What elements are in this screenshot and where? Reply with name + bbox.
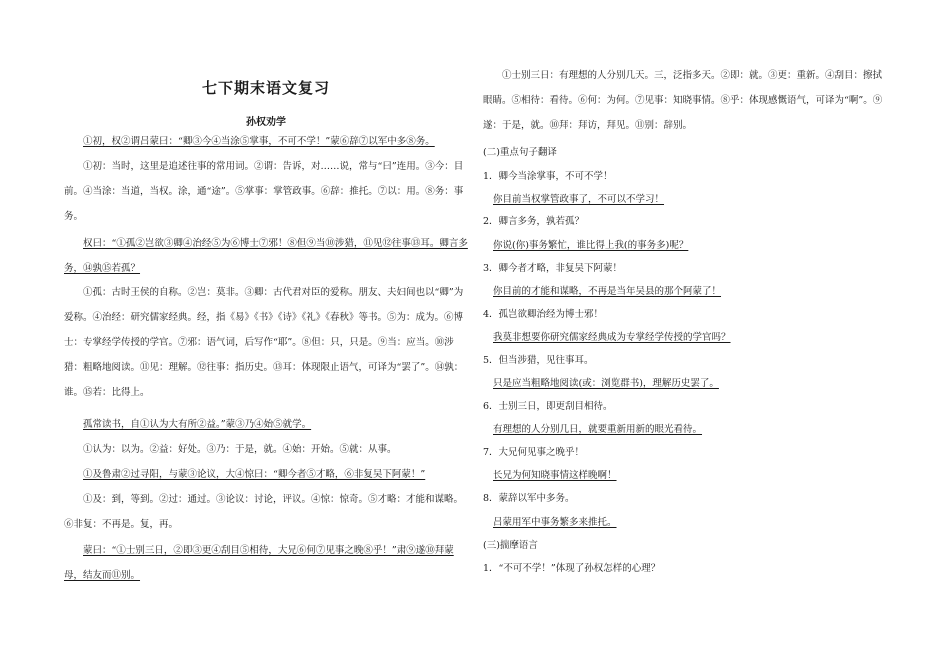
annotation-paragraph-5: ①士别三日：有理想的人分别几天。三，泛指多天。②即：就。③更：重新。④刮目：擦拭眼睛。⑤相待：看待。⑥何：为何。⑦见事：知晓事情。⑧乎：体现感慨语气，可译为“啊”。⑨遂：于是，就。⑩拜：拜访，拜见。⑪别：辞别。 <box>483 70 883 131</box>
question-8: 8．蒙辞以军中多务。 <box>483 493 575 504</box>
answer-text: 有理想的人分别几日，就要重新用新的眼光看待。 <box>493 424 703 435</box>
question-7: 7．大兄何见事之晚乎！ <box>483 447 585 458</box>
passage-paragraph-5 <box>64 538 468 588</box>
question-5: 5．但当涉猎，见往事耳。 <box>483 355 594 366</box>
question-2: 2．卿言多务，孰若孤？ <box>483 216 585 227</box>
annotation-paragraph-4: ①及：到，等到。②过：通过。③论议：讨论，评议。④惊：惊奇。⑤才略：才能和谋略。⑥非复：不再是。复，再。 <box>64 494 464 530</box>
answer-text: 你目前当权掌管政事了，不可以不学习！ <box>493 194 665 205</box>
answer-5 <box>483 377 897 391</box>
section-title: 孙权劝学 <box>246 117 286 128</box>
answer-7 <box>483 469 897 483</box>
question-4: 4．孤岂欲卿治经为博士邪！ <box>483 309 604 320</box>
passage-text: 蒙曰：“①士别三日，②即③更④刮目⑤相待，大兄⑥何⑦见事之晚⑧乎！”肃⑨遂⑩拜蒙母，结友而⑪别。 <box>64 545 454 581</box>
answer-text: 你目前的才能和谋略，不再是当年吴县的那个阿蒙了！ <box>493 286 722 297</box>
passage-text: ①及鲁肃②过寻阳，与蒙③论议，大④惊曰：“卿今者⑤才略，⑥非复吴下阿蒙！” <box>83 469 426 480</box>
answer-text: 长兄为何知晓事情这样晚啊！ <box>493 470 617 481</box>
answer-text: 你说(你)事务繁忙，谁比得上我(的事务多)呢？ <box>493 240 689 251</box>
answer-text: 吕蒙用军中事务繁多来推托。 <box>493 517 617 528</box>
passage-paragraph-4 <box>64 462 468 487</box>
answer-text: 只是应当粗略地阅读(或：浏览群书)，理解历史罢了。 <box>493 378 719 389</box>
question-1: 1．卿今当涂掌事，不可不学！ <box>483 171 613 182</box>
page-title: 七下期末语文复习 <box>201 79 330 97</box>
answer-6 <box>483 423 897 437</box>
answer-8 <box>483 516 897 530</box>
question-6: 6．士别三日，即更刮目相待。 <box>483 401 613 412</box>
passage-text: 权曰：“①孤②岂欲③卿④治经⑤为⑥博士⑦邪！⑧但⑨当⑩涉猎，⑪见⑫往事⑬耳。卿言多务，⑭孰⑮若孤？ <box>64 238 468 274</box>
passage-text: 孤常读书，自①认为大有所②益。”蒙③乃④始⑤就学。 <box>83 419 312 430</box>
answer-4 <box>483 331 897 345</box>
answer-1 <box>483 193 897 207</box>
annotation-paragraph-2: ①孤：古时王侯的自称。②岂：莫非。③卿：古代君对臣的爱称。朋友、夫妇间也以“卿”为爱称。④治经：研究儒家经典。经，指《易》《书》《诗》《礼》《春秋》等书。⑤为：成为。⑥博士：专掌经学传授的学官。⑦邪：语气词，后写作“耶”。⑧但：只，只是。⑨当：应当。⑩涉猎：粗略地阅读。⑪见：理解。⑫往事：指历史。⑬耳：体现限止语气，可译为“罢了”。⑭孰：谁。⑮若：比得上。 <box>64 287 464 398</box>
answer-3 <box>483 285 897 299</box>
passage-paragraph-3 <box>64 412 468 437</box>
answer-text: 我莫非想要你研究儒家经典成为专掌经学传授的学官吗？ <box>493 332 731 343</box>
section-heading-language: (三)揣摩语言 <box>483 540 538 551</box>
question-3: 3．卿今者才略，非复吴下阿蒙！ <box>483 263 623 274</box>
passage-paragraph-1 <box>64 129 468 154</box>
annotation-paragraph-1: ①初：当时，这里是追述往事的常用词。②谓：告诉，对……说，常与“曰”连用。③今：目前。④当涂：当道，当权。涂，通“途”。⑤掌事：掌管政事。⑥辞：推托。⑦以：用。⑧务：事务。 <box>64 161 464 222</box>
passage-paragraph-2 <box>64 231 468 281</box>
section-heading-translation: (二)重点句子翻译 <box>483 147 557 158</box>
answer-2 <box>483 239 897 253</box>
annotation-paragraph-3: ①认为：以为。②益：好处。③乃：于是，就。④始：开始。⑤就：从事。 <box>83 444 397 455</box>
question-final: 1．“不可不学！”体现了孙权怎样的心理？ <box>483 563 661 574</box>
passage-text: ①初，权②谓吕蒙曰：“卿③今④当涂⑤掌事，不可不学！”蒙⑥辞⑦以军中多⑧务。 <box>83 136 435 147</box>
